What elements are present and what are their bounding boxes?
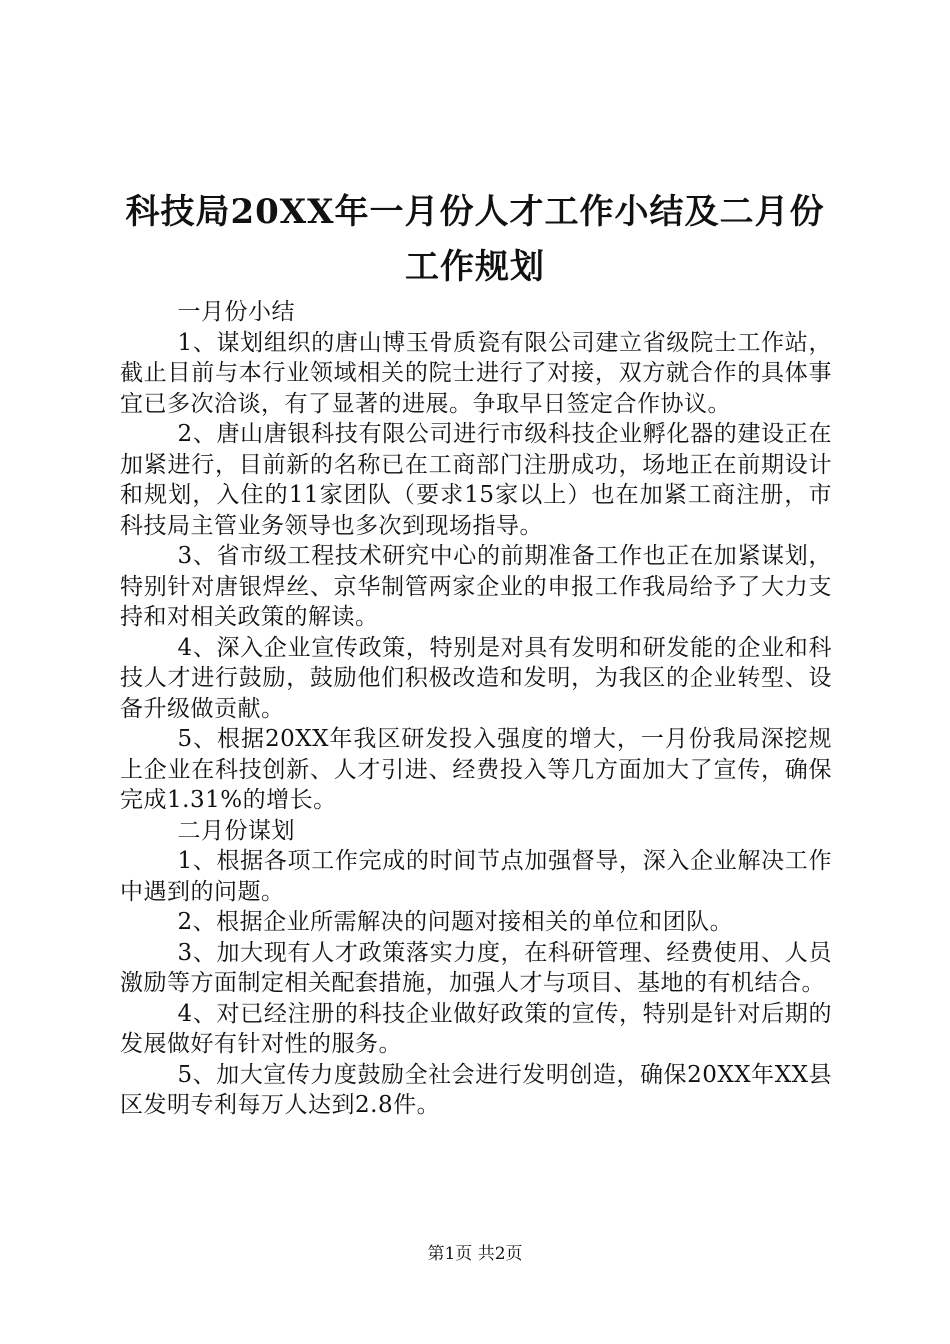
paragraph: 5、根据20XX年我区研发投入强度的增大，一月份我局深挖规上企业在科技创新、人才引进、经费投入等几方面加大了宣传，确保完成1.31%的增长。	[120, 726, 832, 813]
paragraph: 4、对已经注册的科技企业做好政策的宣传，特别是针对后期的发展做好有针对性的服务。	[120, 1000, 832, 1057]
paragraph: 2、根据企业所需解决的问题对接相关的单位和团队。	[177, 909, 734, 935]
paragraph: 1、谋划组织的唐山博玉骨质瓷有限公司建立省级院士工作站，截止目前与本行业领域相关的院士进行了对接，双方就合作的具体事宜已多次洽谈，有了显著的进展。争取早日签定合作协议。	[120, 329, 832, 417]
paragraph: 1、根据各项工作完成的时间节点加强督导，深入企业解决工作中遇到的问题。	[120, 848, 832, 905]
paragraph: 3、省市级工程技术研究中心的前期准备工作也正在加紧谋划，特别针对唐银焊丝、京华制管两家企业的申报工作我局给予了大力支持和对相关政策的解读。	[120, 543, 832, 630]
document-title-line-2: 工作规划	[405, 247, 545, 287]
document-body	[120, 297, 832, 1121]
section-heading-february: 二月份谋划	[177, 817, 295, 844]
paragraph: 5、加大宣传力度鼓励全社会进行发明创造，确保20XX年XX县区发明专利每万人达到2.8件。	[120, 1061, 832, 1118]
paragraph: 3、加大现有人才政策落实力度，在科研管理、经费使用、人员激励等方面制定相关配套措施，加强人才与项目、基地的有机结合。	[120, 939, 832, 996]
page-number-footer: 第1页 共2页	[427, 1244, 523, 1264]
document-title-line-1: 科技局20XX年一月份人才工作小结及二月份	[125, 192, 825, 232]
section-heading-january: 一月份小结	[177, 299, 295, 325]
paragraph: 4、深入企业宣传政策，特别是对具有发明和研发能的企业和科技人才进行鼓励，鼓励他们积极改造和发明，为我区的企业转型、设备升级做贡献。	[120, 634, 832, 722]
paragraph: 2、唐山唐银科技有限公司进行市级科技企业孵化器的建设正在加紧进行，目前新的名称已在工商部门注册成功，场地正在前期设计和规划，入住的11家团队（要求15家以上）也在加紧工商注册，市科技局主管业务领导也多次到现场指导。	[120, 421, 832, 539]
